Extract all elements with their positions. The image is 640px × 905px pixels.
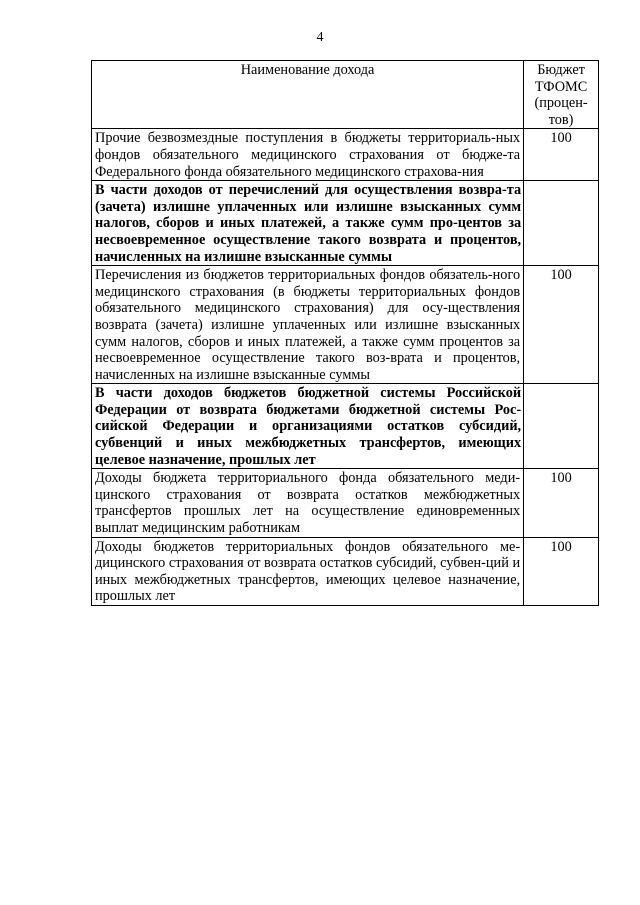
section-heading-cell: В части доходов бюджетов бюджетной системы Российской Федерации от возврата бюджетами бюджетной системы Рос-сийской Федерации и организациями остатков субсидий, субвенций и иных межбюджетных трансфертов, имеющих целевое назначение, прошлых лет bbox=[92, 384, 524, 469]
budget-value-cell: 100 bbox=[524, 129, 599, 181]
budget-value-cell bbox=[524, 181, 599, 266]
budget-value-cell: 100 bbox=[524, 469, 599, 537]
column-header-name: Наименование дохода bbox=[92, 61, 524, 129]
table-row bbox=[92, 266, 599, 384]
table-section-row bbox=[92, 384, 599, 469]
table-header-row bbox=[92, 61, 599, 129]
column-header-budget: Бюджет ТФОМС (процен-тов) bbox=[524, 61, 599, 129]
table-row bbox=[92, 129, 599, 181]
income-name-cell: Доходы бюджета территориального фонда обязательного меди-цинского страхования от возврата остатков межбюджетных трансфертов прошлых лет на осуществление единовременных выплат медицинским работникам bbox=[92, 469, 524, 537]
income-name-cell: Прочие безвозмездные поступления в бюджеты территориаль-ных фондов обязательного медицинского страхования от бюдже-та Федерального фонда обязательного медицинского страхова-ния bbox=[92, 129, 524, 181]
income-table bbox=[91, 60, 599, 606]
table-section-row bbox=[92, 181, 599, 266]
income-name-cell: Доходы бюджетов территориальных фондов обязательного ме-дицинского страхования от возврата остатков субсидий, субвен-ций и иных межбюджетных трансфертов, имеющих целевое назначение, прошлых лет bbox=[92, 537, 524, 605]
page-number: 4 bbox=[316, 30, 324, 45]
table-row bbox=[92, 537, 599, 605]
income-name-cell: Перечисления из бюджетов территориальных фондов обязатель-ного медицинского страхования (в бюджеты территориальных фондов обязательного медицинского страхования) для осу-ществления возврата (зачета) излишне уплаченных или излишне взысканных сумм налогов, сборов и иных платежей, а также сумм процентов за несвоевременное осуществление такого воз-врата и процентов, начисленных на излишне взысканные суммы bbox=[92, 266, 524, 384]
budget-value-cell bbox=[524, 384, 599, 469]
section-heading-cell: В части доходов от перечислений для осуществления возвра-та (зачета) излишне уплаченных или излишне взысканных сумм налогов, сборов и иных платежей, а также сумм про-центов за несвоевременное осуществление такого возврата и процентов, начисленных на излишне взысканные суммы bbox=[92, 181, 524, 266]
table-row bbox=[92, 469, 599, 537]
budget-value-cell: 100 bbox=[524, 537, 599, 605]
budget-value-cell: 100 bbox=[524, 266, 599, 384]
